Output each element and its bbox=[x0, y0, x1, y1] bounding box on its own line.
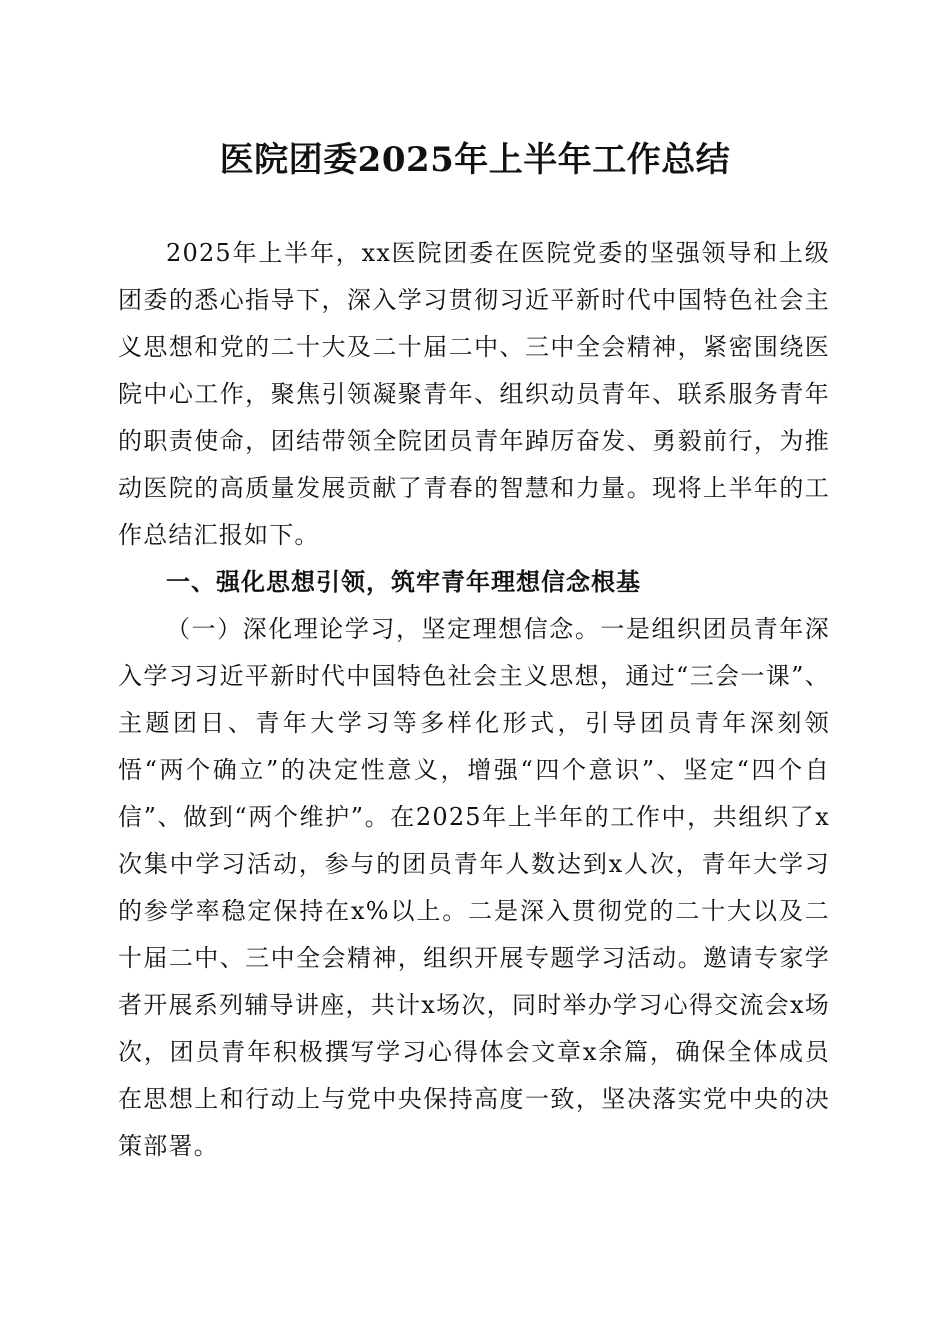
intro-paragraph: 2025年上半年，xx医院团委在医院党委的坚强领导和上级团委的悉心指导下，深入学习贯彻习近平新时代中国特色社会主义思想和党的二十大及二十届二中、三中全会精神，紧密围绕医院中心工作，聚焦引领凝聚青年、组织动员青年、联系服务青年的职责使命，团结带领全院团员青年踔厉奋发、勇毅前行，为推动医院的高质量发展贡献了青春的智慧和力量。现将上半年的工作总结汇报如下。 bbox=[118, 239, 830, 549]
document-body bbox=[118, 230, 830, 1170]
document-title: 医院团委2025年上半年工作总结 bbox=[219, 140, 731, 180]
section-heading: 一、强化思想引领，筑牢青年理想信念根基 bbox=[166, 568, 641, 596]
body-paragraph: （一）深化理论学习，坚定理想信念。一是组织团员青年深入学习习近平新时代中国特色社会主义思想，通过“三会一课”、主题团日、青年大学习等多样化形式，引导团员青年深刻领悟“两个确立”的决定性意义，增强“四个意识”、坚定“四个自信”、做到“两个维护”。在2025年上半年的工作中，共组织了x次集中学习活动，参与的团员青年人数达到x人次，青年大学习的参学率稳定保持在x%以上。二是深入贯彻党的二十大以及二十届二中、三中全会精神，组织开展专题学习活动。邀请专家学者开展系列辅导讲座，共计x场次，同时举办学习心得交流会x场次，团员青年积极撰写学习心得体会文章x余篇，确保全体成员在思想上和行动上与党中央保持高度一致，坚决落实党中央的决策部署。 bbox=[118, 615, 830, 1160]
